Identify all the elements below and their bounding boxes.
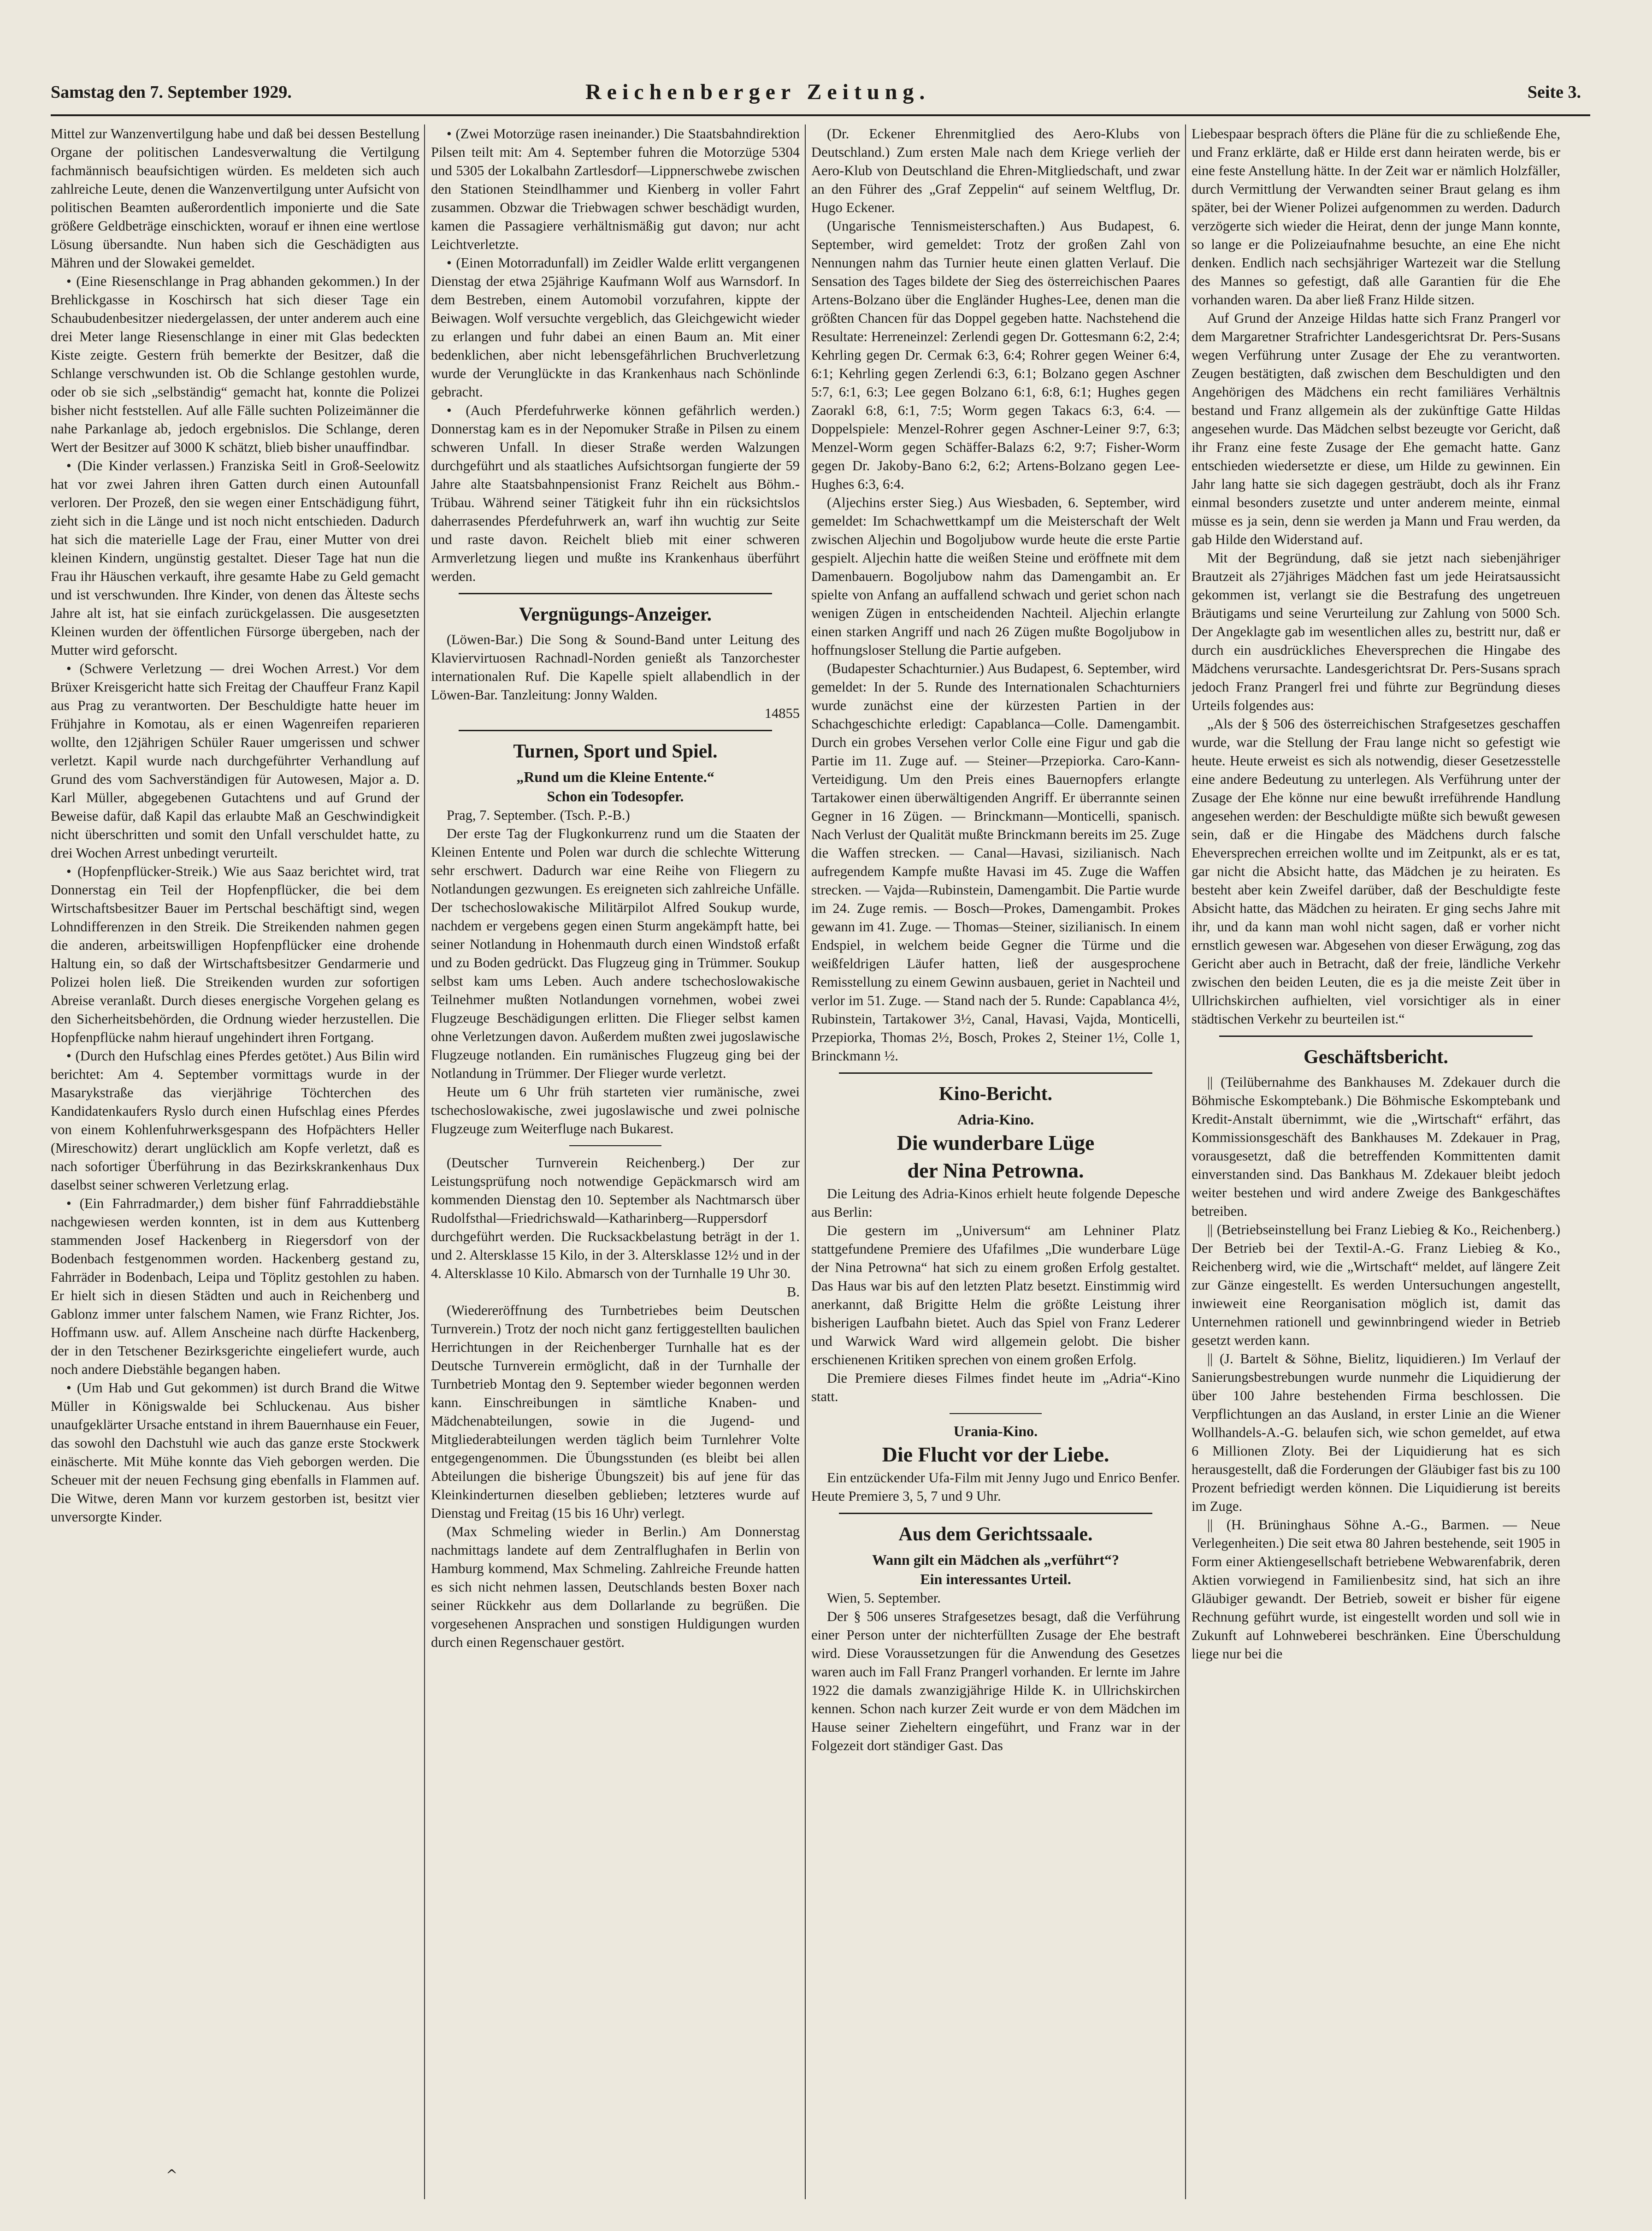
article-paragraph: • (Hopfenpflücker-Streik.) Wie aus Saaz berichtet wird, trat Donnerstag ein Teil der Hopfenpflücker, die bei dem Wirtschaftsbesitzer Bauer im Pertschal beschäftigt sind, wegen Lohndifferenzen in den Streik. Die Streikenden nahmen gegen die anderen, arbeitswilligen Hopfenpflücker eine drohende Haltung ein, so daß der Wirtschaftsbesitzer Gendarmerie und Polizei holen ließ. Die Streikenden wurden zur sofortigen Abreise veranlaßt. Durch dieses energische Vorgehen gelang es den Sicherheitsbehörden, die Ordnung wieder herzustellen. Die Hopfenpflücke nahm hierauf ungehindert ihren Fortgang. [51, 864, 419, 1045]
article-subtitle: Schon ein Todesopfer. [547, 788, 684, 805]
film-title: Die Flucht vor der Liebe. [882, 1443, 1109, 1466]
article-paragraph: Die Leitung des Adria-Kinos erhielt heute folgende Depesche aus Berlin: [811, 1186, 1180, 1220]
article-paragraph: Mittel zur Wanzenvertilgung habe und daß bei dessen Bestellung Organe der politischen Landesverwaltung die Vertilgung fachmännisch beaufsichtigen würden. Es meldeten sich auch zahlreiche Leute, denen die Wanzenvertilgung unter Aufsicht von politischen Beamten außerordentlich imponierte und die Sate größere Geldbeträge einschickten, worauf er ihnen eine wertlose Lösung übersandte. Nun haben sich die Geschädigten aus Mähren und der Slowakei gemeldet. [51, 126, 419, 271]
article-paragraph: || (Betriebseinstellung bei Franz Liebieg & Ko., Reichenberg.) Der Betrieb bei der Textil-A.-G. Franz Liebieg & Ko., Reichenberg wird, wie die „Wirtschaft“ meldet, auf längere Zeit zur Gänze eingestellt. Es werden Untersuchungen angestellt, inwieweit eine Reorganisation möglich ist, damit das Unternehmen rationell und gewinnbringend wieder in Betrieb gesetzt werden kann. [1192, 1222, 1560, 1348]
article-paragraph: Der erste Tag der Flugkonkurrenz rund um die Staaten der Kleinen Entente und Polen war durch die schlechte Witterung sehr erschwert. Dadurch war eine Reihe von Fliegern zu Notlandungen gezwungen. Es ereigneten sich zahlreiche Unfälle. Der tschechoslowakische Militärpilot Alfred Soukup wurde, nachdem er vergebens gegen einen Sturm angekämpft hatte, bei seiner Notlandung in Hohenmauth durch einen Windstoß erfaßt und zu Boden gedrückt. Das Flugzeug ging in Trümmer. Soukup selbst kam ums Leben. Auch andere tschechoslowakische Teilnehmer mußten Notlandungen vornehmen, wobei zwei Flugzeuge Beschädigungen erlitten. Die Flieger selbst kamen ohne Verletzungen davon. Außerdem mußten zwei jugoslawische Flugzeuge notlanden. Ein rumänisches Flugzeug ging bei der Notlandung in Trümmer. Der Flieger wurde verletzt. [431, 826, 800, 1081]
column-divider [424, 124, 425, 2199]
article-title: Wann gilt ein Mädchen als „verführt“? [872, 1551, 1119, 1568]
article-rule [950, 1413, 1042, 1414]
column-1 [51, 124, 419, 2208]
article-paragraph: • (Zwei Motorzüge rasen ineinander.) Die Staatsbahndirektion Pilsen teilt mit: Am 4. September fuhren die Motorzüge 5304 und 5305 der Lokalbahn Zartlesdorf—Lippnerschwebe zwischen den Stationen Steindlhammer und Kienberg in voller Fahrt zusammen. Obzwar die Triebwagen schwer beschädigt wurden, kamen die Passagiere verhältnismäßig gut davon; nur acht Leichtverletzte. [431, 126, 800, 252]
header-date: Samstag den 7. September 1929. [51, 83, 292, 102]
article-paragraph: Die Premiere dieses Filmes findet heute im „Adria“-Kino statt. [811, 1370, 1180, 1404]
section-heading-gericht: Aus dem Gerichtssaale. [898, 1524, 1093, 1545]
article-paragraph: || (J. Bartelt & Söhne, Bielitz, liquidieren.) Im Verlauf der Sanierungsbestrebungen wurde nunmehr die Liquidierung der über 100 Jahre bestehenden Firma beschlossen. Die Verpflichtungen an das Ausland, in erster Linie an die Wiener Wollhandels-A.-G. belaufen sich, wie schon gemeldet, auf etwa 6 Millionen Zloty. Bei der Liquidierung hat es sich herausgestellt, daß die Forderungen der Gläubiger fast bis zu 100 Prozent befriedigt werden können. Die Liquidierung ist bereits im Zuge. [1192, 1351, 1560, 1514]
article-paragraph: (Aljechins erster Sieg.) Aus Wiesbaden, 6. September, wird gemeldet: Im Schachwettkampf um die Meisterschaft der Welt zwischen Aljechin und Bogoljubow wurde heute die erste Partie gespielt. Aljechin hatte die weißen Steine und eröffnete mit dem Damenbauern. Bogoljubow nahm das Damengambit an. Er spielte von Anfang an auffallend schwach und geriet schon nach wenigen Zügen in entscheidenden Nachteil. Aljechin erlangte einen starken Angriff und nach 26 Zügen mußte Bogoljubow in hoffnungsloser Stellung die Partie aufgeben. [811, 495, 1180, 658]
section-rule [839, 1072, 1152, 1074]
ad-number: 14855 [764, 705, 800, 721]
article-title: „Rund um die Kleine Entente.“ [516, 769, 714, 785]
article-sign: B. [787, 1284, 800, 1300]
dateline: Wien, 5. September. [827, 1590, 941, 1606]
column-2 [431, 124, 800, 2208]
section-heading-vergnuegung: Vergnügungs-Anzeiger. [519, 604, 712, 625]
section-rule [839, 1513, 1152, 1514]
article-paragraph: • (Ein Fahrradmarder,) dem bisher fünf Fahrraddiebstähle nachgewiesen werden konnten, ist in dem aus Kuttenberg stammenden Josef Hackenberg in Riegersdorf von der Bodenbach festgenommen worden. Hackenberg gestand zu, Fahrräder in Bodenbach, Leipa und Töplitz gestohlen zu haben. Er hielt sich in diesen Städten und auch in Reichenberg und Gablonz immer unter falschem Namen, wie Franz Richter, Jos. Hoffmann usw. auf. Allem Anscheine nach dürfte Hackenberg, der in den Tetschener Bezirksgerichte eingeliefert wurde, auch noch andere Diebstähle begangen haben. [51, 1195, 419, 1377]
mouse-cursor-icon: ^ [166, 2167, 178, 2183]
article-subtitle: Ein interessantes Urteil. [920, 1571, 1071, 1587]
article-paragraph: Liebespaar besprach öfters die Pläne für die zu schließende Ehe, und Franz erklärte, daß er Hilde erst dann heiraten werde, bis er eine feste Anstellung hätte. In der Zeit war er nämlich Holzfäller, durch Vermittlung der Verwandten seiner Braut gelang es ihm später, bei der Wiener Polizei aufgenommen zu werden. Dadurch verzögerte sich wieder die Heirat, denn der junge Mann konnte, so lange er die Polizeiaufnahme besuchte, an eine Ehe nicht denken. Endlich nach sechsjähriger Wartezeit war die Stellung des Mannes so gefestigt, daß alle Garantien für die Ehe vorhanden waren. Da aber ließ Franz Hilde sitzen. [1192, 126, 1560, 308]
column-4 [1192, 124, 1560, 2208]
article-paragraph: • (Durch den Hufschlag eines Pferdes getötet.) Aus Bilin wird berichtet: Am 4. September vormittags wurde in der Masarykstraße das vierjährige Töchterchen des Kandidatenkaufers Ryslo durch einen Hufschlag eines Pferdes von einem Kohlenfuhrwerksgespann des Hofpächters Heller (Mireschowitz) derart unglücklich am Kopfe verletzt, daß es nach sofortiger Überführung in das Bezirkskrankenhaus Dux daselbst seiner schweren Verletzung erlag. [51, 1048, 419, 1193]
column-divider [805, 124, 806, 2199]
article-paragraph: • (Die Kinder verlassen.) Franziska Seitl in Groß-Seelowitz hat vor zwei Jahren ihren Gatten durch einen Autounfall verloren. Der Prozeß, den sie wegen einer Entschädigung führt, zieht sich in die Länge und ist noch nicht entschieden. Dadurch hat sich die materielle Lage der Frau, einer Mutter von drei kleinen Kindern, ungünstig gestaltet. Dieser Tage hat nun die Frau ihr Häuschen verkauft, ihre gesamte Habe zu Geld gemacht und ist verschwunden. Ihre Kinder, von denen das Älteste sechs Jahre alt ist, hat sie einfach zurückgelassen. Die ausgesetzten Kleinen wurden der öffentlichen Fürsorge übergeben, nach der Mutter wird geforscht. [51, 458, 419, 658]
header-rule [51, 114, 1590, 116]
page-header [51, 82, 1590, 110]
article-paragraph: Mit der Begründung, daß sie jetzt nach siebenjähriger Brautzeit als 27jähriges Mädchen fast um jede Heiratsaussicht gekommen ist, verlangt sie die Bestrafung des ungetreuen Bräutigams und seine Verurteilung zur Zahlung von 5000 Sch. Der Angeklagte gab im wesentlichen alles zu, bestritt nur, daß er durch ein ausdrückliches Eheversprechen die Hingabe des Mädchens verursachte. Landesgerichtsrat Dr. Pers-Susans sprach jedoch Franz Prangerl frei und führte zur Begründung dieses Urteils folgendes aus: [1192, 550, 1560, 713]
dateline: Prag, 7. September. (Tsch. P.-B.) [447, 807, 630, 823]
section-rule [459, 730, 772, 731]
header-page-number: Seite 3. [1527, 83, 1581, 102]
cinema-name: Urania-Kino. [953, 1423, 1038, 1439]
article-paragraph: || (Teilübernahme des Bankhauses M. Zdekauer durch die Böhmische Eskomptebank.) Die Böhmische Eskomptebank und Kredit-Anstalt übernimmt, wie die „Wirtschaft“ erfährt, das Kommissionsgeschäft des Bankhauses M. Zdekauer in Prag, vorausgesetzt, daß die betreffenden Kommittenten damit einverstanden sind. Das Bankhaus M. Zdekauer bleibt jedoch weiter bestehen und wird andere Zweige des Bankgeschäftes betreiben. [1192, 1074, 1560, 1219]
article-paragraph: Auf Grund der Anzeige Hildas hatte sich Franz Prangerl vor dem Margaretner Strafrichter Landesgerichtsrat Dr. Pers-Susans wegen Verführung unter Zusage der Ehe zu verantworten. Zeugen bestätigten, daß zwischen dem Beschuldigten und den Angehörigen des Mädchens ein recht familiäres Verhältnis bestand und Franz allgemein als der zukünftige Gatte Hildas angesehen wurde. Das Mädchen selbst bezeugte vor Gericht, daß ihr Franz eine feste Zusage der Ehe gemacht hatte. Ganz entschieden wiedersetzte er diese, um Hilde zu gewinnen. Ein Jahr lang hatte sie sich dagegen gesträubt, doch als ihr Franz einmal besonders zusetzte und unter anderem meinte, einmal müsse es ja sein, denn sie werden ja Mann und Frau werden, da gab Hilde den Widerstand auf. [1192, 310, 1560, 547]
article-paragraph: || (H. Brüninghaus Söhne A.-G., Barmen. — Neue Verlegenheiten.) Die seit etwa 80 Jahren bestehende, seit 1905 in Form einer Aktiengesellschaft betriebene Webwarenfabrik, deren Aktien vorwiegend in Familienbesitz sind, hat sich an ihre Gläubiger gewandt. Der Betrieb, soweit er bisher für eigene Rechnung geführt wurde, ist eingestellt worden und soll wie in Zukunft auf Lohnweberei beschränken. Eine Überschuldung liege nur bei die [1192, 1517, 1560, 1662]
article-paragraph: • (Einen Motorradunfall) im Zeidler Walde erlitt vergangenen Dienstag der etwa 25jährige Kaufmann Wolf aus Warnsdorf. In dem Bestreben, einem Automobil vorzufahren, kippte der Beiwagen. Wolf versuchte vergeblich, das Gleichgewicht wieder zu erlangen und fuhr dabei an einen Baum an. Mit einer bedenklichen, aber nicht lebensgefährlichen Bruchverletzung wurde der Verunglückte in das Krankenhaus nach Schönlinde gebracht. [431, 255, 800, 400]
film-title: Die wunderbare Lüge [897, 1131, 1095, 1154]
header-title: Reichenberger Zeitung. [585, 80, 931, 104]
cinema-name: Adria-Kino. [957, 1111, 1034, 1128]
article-paragraph: Die gestern im „Universum“ am Lehniner Platz stattgefundene Premiere des Ufafilmes „Die wunderbare Lüge der Nina Petrowna“ hat sich zu einem großen Erfolg gestaltet. Das Haus war bis auf den letzten Platz besetzt. Einstimmig wird anerkannt, daß Brigitte Helm die größte Leistung ihrer bisherigen Laufbahn bietet. Auch das Spiel von Franz Lederer und Warwick Ward wird allgemein gelobt. Die bisher erschienenen Kritiken sprechen von einem großen Erfolg. [811, 1223, 1180, 1367]
article-paragraph: (Max Schmeling wieder in Berlin.) Am Donnerstag nachmittags landete auf dem Zentralflughafen in Berlin von Hamburg kommend, Max Schmeling. Zahlreiche Freunde hatten es sich nicht nehmen lassen, Deutschlands besten Boxer nach seiner Rückkehr aus dem Dollarlande zu begrüßen. Die vorgesehenen Ansprachen und sonstigen Huldigungen wurden durch einen Regenschauer gestört. [431, 1524, 800, 1650]
article-paragraph: „Als der § 506 des österreichischen Strafgesetzes geschaffen wurde, war die Stellung der Frau lange nicht so gefestigt wie heute. Heute erweist es sich als notwendig, dieser Gesetzesstelle eine andere Bedeutung zu unterlegen. Als Verführung unter der Zusage der Ehe könne nur eine bewußt irreführende Handlung angesehen werden: der Beschuldigte müßte sich bewußt gewesen sein, daß er die Hingabe des Mädchens durch falsche Eheversprechen erreichen wollte und im Zeitpunkt, als er es tat, gar nicht die Absicht hatte, das Mädchen je zu heiraten. Es besteht aber kein Zweifel darüber, daß der Beschuldigte feste Absicht hatte, das Mädchen zu heiraten. Er ging sechs Jahre mit ihr, und da kann man wohl nicht sagen, daß er vorher nicht ernstlich gewesen war. Abgesehen von dieser Erwägung, zog das Gericht aber auch in Betracht, daß der freie, ländliche Verkehr zwischen den beiden Leuten, die es ja die meiste Zeit über in Ullrichskirchen aufhielten, viel vorsichtiger als in einer städtischen Verkehr zu beurteilen ist.“ [1192, 716, 1560, 1027]
film-title-line2: der Nina Petrowna. [907, 1159, 1084, 1182]
article-paragraph: (Wiedereröffnung des Turnbetriebes beim Deutschen Turnverein.) Trotz der noch nicht ganz fertiggestellten baulichen Herrichtungen in der Reichenberger Turnhalle hat es der Deutsche Turnverein ermöglicht, daß in der Turnhalle der Turnbetrieb Montag den 9. September wieder begonnen werden kann. Einschreibungen in sämtliche Knaben- und Mädchenabteilungen, sowie in die Jugend- und Mitgliederabteilungen werden täglich beim Turnlehrer Volte entgegengenommen. Die Übungsstunden (es bleibt bei allen Abteilungen die bisherige Übungszeit) bis auf jene für das Kleinkinderturnen dieselben geblieben; letzteres wurde auf Dienstag und Freitag (15 bis 16 Uhr) verlegt. [431, 1302, 800, 1521]
article-paragraph: • (Auch Pferdefuhrwerke können gefährlich werden.) Donnerstag kam es in der Nepomuker Straße in Pilsen zu einem schweren Unfall. In dieser Straße werden Walzungen durchgeführt und als staatliches Aufsichtsorgan fungierte der 59 Jahre alte Staatsbahnpensionist Franz Reichelt aus Böhm.-Trübau. Während seiner Tätigkeit fuhr ihn ein rücksichtslos daherrasendes Pferdefuhrwerk an, warf ihn wuchtig zur Seite und raste davon. Reichelt blieb mit einer schweren Armverletzung liegen und mußte ins Krankenhaus überführt werden. [431, 402, 800, 584]
article-paragraph: (Budapester Schachturnier.) Aus Budapest, 6. September, wird gemeldet: In der 5. Runde des Internationalen Schachturniers wurde zunächst eine der kürzesten Partien in der Schachgeschichte erledigt: Capablanca—Colle. Damengambit. Durch ein grobes Versehen verlor Colle eine Figur und gab die Partie im 11. Zuge auf. — Steiner—Przepiorka. Caro-Kann-Verteidigung. Um den Preis eines Bauernopfers erlangte Tartakower einen überwältigenden Angriff. Er überrannte seinen Gegner in 16 Zügen. — Brinckmann—Monticelli, spanisch. Nach Verlust der Qualität mußte Brinckmann bereits im 25. Zuge die Waffen strecken. — Canal—Havasi, sizilianisch. Nach aufregendem Kampfe mußte Havasi im 45. Zuge die Waffen strecken. — Vajda—Rubinstein, Damengambit. Die Partie wurde im 24. Zuge remis. — Bosch—Prokes, Damengambit. Prokes gewann im 41. Zuge. — Thomas—Steiner, sizilianisch. In einem Endspiel, in welchem beide Gegner die Türme und die weißfeldrigen Läufer hatten, ließ der ausgesprochene Remisstellung zu einem Gewinn ausbauen, geriet in Nachteil und verlor im 51. Zuge. — Stand nach der 5. Runde: Capablanca 4½, Rubinstein, Tartakower 3½, Canal, Havasi, Vajda, Monticelli, Przepiorka, Thomas 2½, Bosch, Prokes 2, Steiner 1½, Colle 1, Brinckmann ½. [811, 661, 1180, 1064]
column-3 [811, 124, 1180, 2208]
article-paragraph: Ein entzückender Ufa-Film mit Jenny Jugo und Enrico Benfer. Heute Premiere 3, 5, 7 und 9 Uhr. [811, 1470, 1180, 1504]
section-rule [1219, 1036, 1533, 1037]
ad-paragraph: (Löwen-Bar.) Die Song & Sound-Band unter Leitung des Klaviervirtuosen Rachnadl-Norden genießt als Tanzorchester internationalen Ruf. Die Kapelle spielt allabendlich in der Löwen-Bar. Tanzleitung: Jonny Walden. [431, 632, 800, 703]
section-heading-geschaeft: Geschäftsbericht. [1304, 1047, 1448, 1068]
article-paragraph: • (Um Hab und Gut gekommen) ist durch Brand die Witwe Müller in Königswalde bei Schluckenau. Aus bisher unaufgeklärter Ursache entstand in ihrem Bauernhause ein Feuer, das sowohl den Dachstuhl wie auch das ganze erste Stockwerk einäscherte. Mit Mühe konnte das Vieh geborgen werden. Die Scheuer mit der neuen Fechsung ging ebenfalls in Flammen auf. Die Witwe, deren Mann vor kurzem gestorben ist, besitzt vier unversorgte Kinder. [51, 1380, 419, 1525]
article-paragraph: Der § 506 unseres Strafgesetzes besagt, daß die Verführung einer Person unter der nichterfüllten Zusage der Ehe bestraft wird. Diese Voraussetzungen für die Anwendung des Gesetzes waren auch im Fall Franz Prangerl vorhanden. Er lernte im Jahre 1922 die damals zwanzigjährige Hilde K. in Ullrichskirchen kennen. Schon nach kurzer Zeit wurde er von dem Mädchen im Hause seiner Zieheltern eingeführt, und Franz war in der Folgezeit dort ständiger Gast. Das [811, 1609, 1180, 1753]
section-heading-sport: Turnen, Sport und Spiel. [513, 741, 718, 762]
article-paragraph: • (Eine Riesenschlange in Prag abhanden gekommen.) In der Brehlickgasse in Koschirsch hat sich dieser Tage ein Schaubudenbesitzer niedergelassen, der unter anderem auch eine drei Meter lange Riesenschlange in einer mit Glas bedeckten Kiste zeigte. Gestern früh bemerkte der Besitzer, daß die Schlange verschwunden ist. Ob die Schlange gestohlen wurde, oder ob sie sich „selbständig“ gemacht hat, konnte die Polizei bisher nicht feststellen. Auf alle Fälle suchten Polizeimänner die nahe Parkanlage ab, jedoch ergebnislos. Die Schlange, deren Wert der Besitzer auf 3000 K schätzt, blieb bisher unauffindbar. [51, 273, 419, 455]
article-paragraph: (Ungarische Tennismeisterschaften.) Aus Budapest, 6. September, wird gemeldet: Trotz der großen Zahl von Nennungen nahm das Turnier heute einen glatten Verlauf. Die Sensation des Tages bildete der Sieg des österreichischen Paares Artens-Bolzano über die Engländer Hughes-Lee, denen man die größten Chancen für das Doppel gegeben hatte. Nachstehend die Resultate: Herreneinzel: Zerlendi gegen Dr. Gottesmann 6:2, 2:4; Kehrling gegen Dr. Cermak 6:3, 6:4; Rohrer gegen Weiner 6:4, 6:1; Kehrling gegen Zerlendi 6:3, 6:1; Bolzano gegen Aschner 5:7, 6:1, 6:3; Lee gegen Bolzano 6:1, 6:8, 6:1; Hughes gegen Zaorakl 6:8, 6:1, 7:5; Worm gegen Takacs 6:3, 6:4. — Doppelspiele: Menzel-Rohrer gegen Aschner-Leiner 9:7, 6:3; Menzel-Worm gegen Schäffer-Balazs 6:2, 9:7; Fisher-Worm gegen Dr. Jakoby-Bano 6:2, 6:2; Artens-Bolzano gegen Lee-Hughes 6:3, 6:4. [811, 218, 1180, 492]
section-heading-kino: Kino-Bericht. [938, 1083, 1053, 1105]
article-paragraph: • (Schwere Verletzung — drei Wochen Arrest.) Vor dem Brüxer Kreisgericht hatte sich Freitag der Chauffeur Franz Kapil aus Prag zu verantworten. Der Beschuldigte hatte heuer im Frühjahre in Komotau, als er einen Wagenreifen reparieren wollte, den 12jährigen Schüler Rauer umgerissen und schwer verletzt. Kapil wurde nach durchgeführter Verhandlung auf Grund des vom Sachverständigen für Autowesen, Major a. D. Karl Müller, abgegebenen Gutachtens und auf Grund der Beweise dafür, daß Kapil das erlaubte Maß an Geschwindigkeit nicht überschritten und somit den Unfall verschuldet hatte, zu drei Wochen Arrest unbedingt verurteilt. [51, 661, 419, 861]
article-paragraph: (Deutscher Turnverein Reichenberg.) Der zur Leistungsprüfung noch notwendige Gepäckmarsch wird am kommenden Dienstag den 10. September als Nachtmarsch über Rudolfsthal—Friedrichswald—Katharinberg—Ruppersdorf durchgeführt werden. Die Rucksackbelastung beträgt in der 1. und 2. Altersklasse 15 Kilo, in der 3. Altersklasse 12½ und in der 4. Altersklasse 10 Kilo. Abmarsch von der Turnhalle 19 Uhr 30. [431, 1155, 800, 1281]
column-divider [1185, 124, 1186, 2199]
section-rule [459, 593, 772, 594]
article-paragraph: Heute um 6 Uhr früh starteten vier rumänische, zwei tschechoslowakische, zwei jugoslawische und zwei polnische Flugzeuge zum Weiterfluge nach Bukarest. [431, 1084, 800, 1136]
article-rule [569, 1145, 661, 1146]
article-paragraph: (Dr. Eckener Ehrenmitglied des Aero-Klubs von Deutschland.) Zum ersten Male nach dem Kriege verlieh der Aero-Klub von Deutschland die Ehren-Mitgliedschaft, und zwar an den Führer des „Graf Zeppelin“ auf seinem Weltflug, Dr. Hugo Eckener. [811, 126, 1180, 215]
